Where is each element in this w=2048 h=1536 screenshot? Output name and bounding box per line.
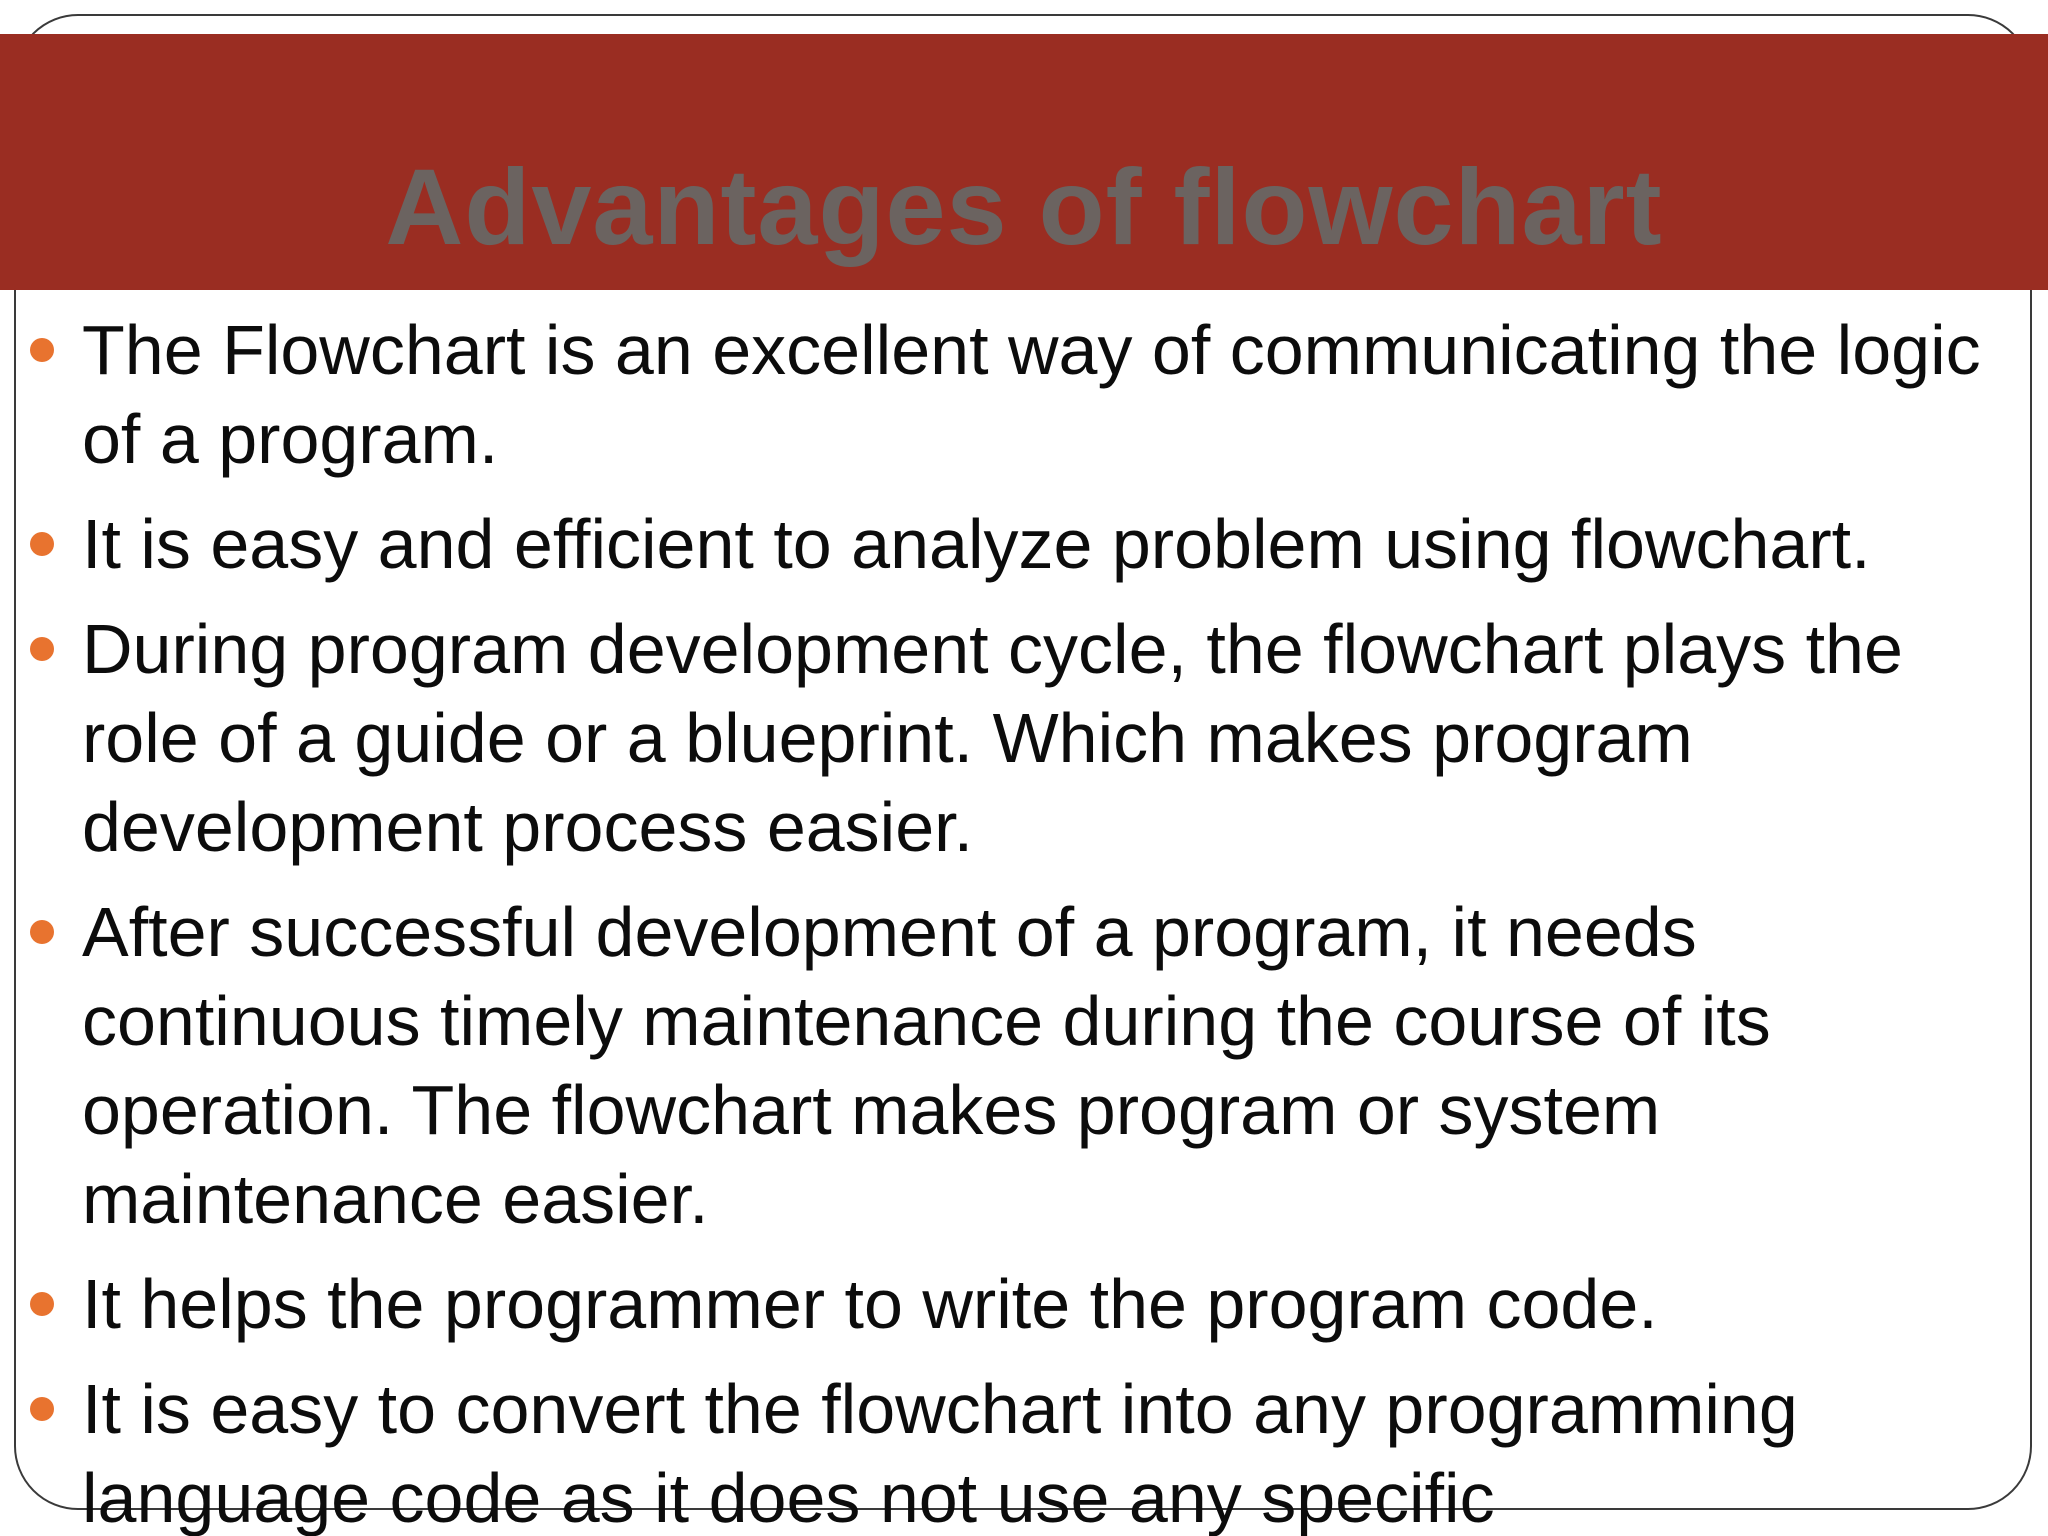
bullet-text: The Flowchart is an excellent way of communicating the logic of a program. [82, 311, 1981, 478]
bullet-dot-icon [30, 920, 54, 944]
bullet-dot-icon [30, 637, 54, 661]
bullet-list [0, 306, 2048, 1536]
bullet-dot-icon [30, 338, 54, 362]
bullet-item [0, 1365, 2048, 1536]
bullet-text: After successful development of a program, it needs continuous timely maintenance during the course of its operation. The flowchart makes program or system maintenance easier. [82, 893, 1771, 1238]
bullet-item [0, 888, 2048, 1244]
bullet-dot-icon [30, 1292, 54, 1316]
bullet-item [0, 605, 2048, 872]
bullet-item [0, 306, 2048, 484]
bullet-text: It helps the programmer to write the program code. [82, 1265, 1658, 1343]
bullet-dot-icon [30, 1397, 54, 1421]
bullet-text: During program development cycle, the flowchart plays the role of a guide or a blueprint. Which makes program development process easier. [82, 610, 1903, 866]
bullet-item [0, 500, 2048, 589]
bullet-item [0, 1260, 2048, 1349]
bullet-text: It is easy and efficient to analyze problem using flowchart. [82, 505, 1871, 583]
slide-title: Advantages of flowchart [385, 146, 1663, 267]
bullet-dot-icon [30, 532, 54, 556]
bullet-text: It is easy to convert the flowchart into any programming language code as it does not use any specific [82, 1370, 1798, 1536]
